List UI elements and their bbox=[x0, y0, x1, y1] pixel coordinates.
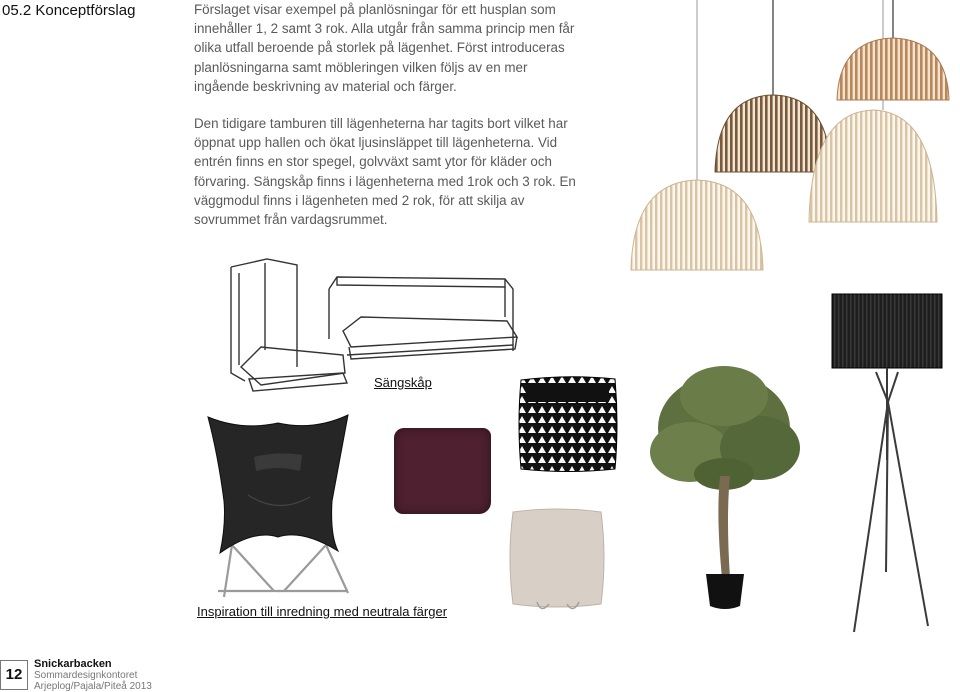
footer-company: Snickarbacken bbox=[34, 658, 112, 670]
pendant-lamp-copper bbox=[837, 38, 949, 100]
pendant-lamp-light-left bbox=[631, 180, 763, 270]
footer-office: Sommardesignkontoret bbox=[34, 670, 138, 681]
olive-tree-pot bbox=[706, 574, 744, 609]
footer-project: Arjeplog/Pajala/Piteå 2013 bbox=[34, 681, 152, 692]
page-number: 12 bbox=[0, 660, 28, 690]
chair-leather-seat bbox=[208, 415, 348, 553]
inspiration-caption: Inspiration till inredning med neutrala färger bbox=[197, 604, 448, 619]
bed-cabinet-caption: Sängskåp bbox=[374, 375, 432, 390]
floor-lamp-image bbox=[830, 292, 945, 642]
pendant-lamp-dark bbox=[715, 95, 831, 172]
intro-paragraph: Förslaget visar exempel på planlösningar för ett husplan som innehåller 1, 2 samt 3 rok. Alla utgår från samma princip men får olika utfall beroende på storlek på lägenhet. Först introduceras planlösningarna samt möbleringen vilken följs av en mer ingående beskrivning av material och färger. bbox=[194, 2, 575, 94]
page-title: 05.2 Konceptförslag bbox=[2, 2, 136, 19]
plum-cushion-image bbox=[394, 428, 491, 514]
pattern-cushion-image bbox=[517, 374, 619, 474]
olive-tree-image bbox=[638, 356, 810, 616]
pendant-lamp-light-right bbox=[809, 110, 937, 222]
pendant-lamps-image bbox=[625, 0, 955, 280]
floor-lamp-shade bbox=[832, 294, 942, 368]
butterfly-chair-image bbox=[198, 405, 358, 600]
description-paragraph: Den tidigare tamburen till lägenheterna har tagits bort vilket har öppnat upp hallen och ökat ljusinsläppet till lägenheterna. Vid entrén finns en stor spegel, golvväxt samt ytor för kläder och förvaring. Sängskåp finns i lägenheterna med 1rok och 3 rok. En väggmodul finns i lägenheten med 2 rok, för att skilja av sovrummet från vardagsrummet. bbox=[194, 116, 576, 228]
beige-cushion-image bbox=[507, 506, 607, 612]
